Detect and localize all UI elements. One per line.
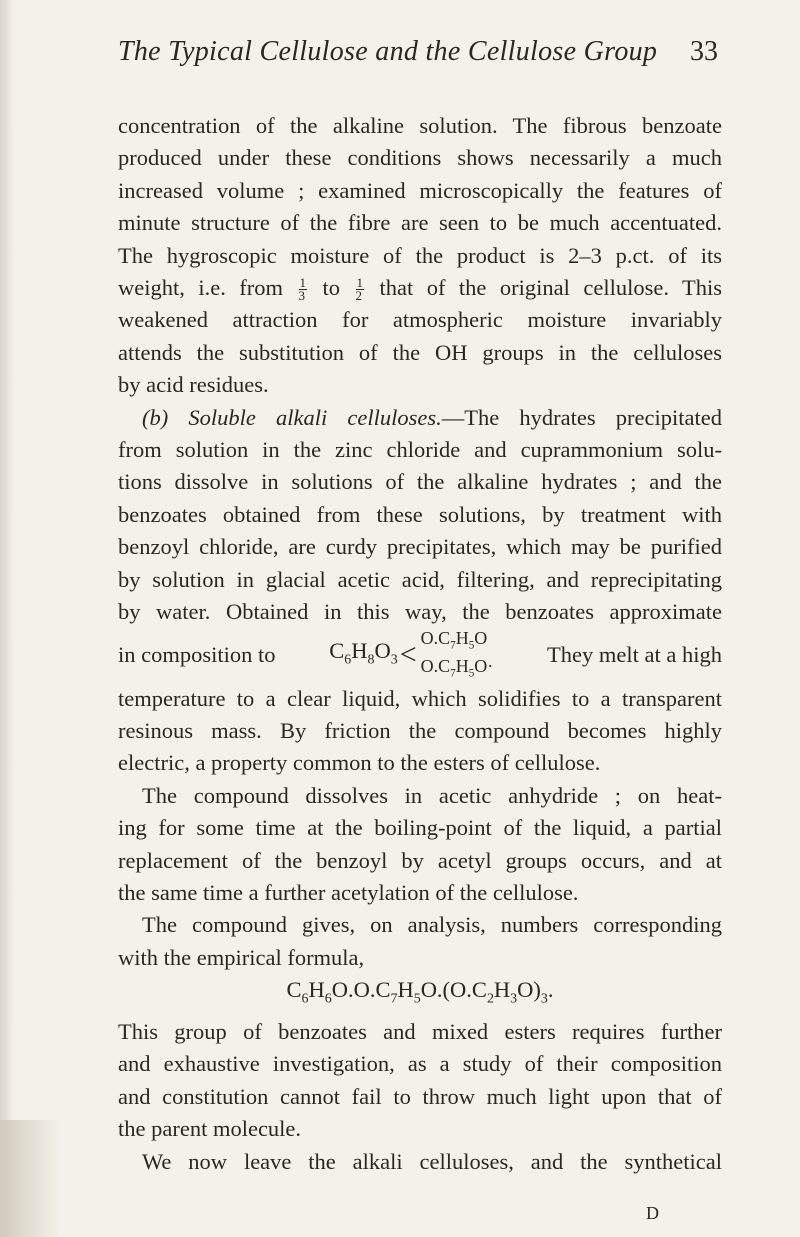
text-line: benzoyl chloride, are curdy precipitates, which may be purified [118, 534, 722, 560]
text-line: the parent molecule. [118, 1116, 302, 1142]
text-line: by solution in glacial acetic acid, filtering, and reprecipitating [118, 566, 722, 592]
section-label: (b) [142, 404, 169, 430]
text-fragment: that of the original cellulose. This [379, 275, 723, 301]
text-line: ing for some time at the boiling-point of the liquid, a partial [118, 815, 722, 841]
text-line: replacement of the benzoyl by acetyl groups occurs, and at [118, 847, 722, 873]
text-fragment: to [322, 275, 341, 301]
section-heading-line [118, 402, 722, 434]
text-line: benzoates obtained from these solutions, by treatment with [118, 501, 722, 527]
text-line: produced under these conditions shows necessarily a much [118, 145, 722, 171]
formula-brace: < [399, 638, 417, 672]
text-line: weakened attraction for atmospheric moisture invariably [118, 307, 722, 333]
page-shadow-edge [0, 0, 14, 1237]
text-line: attends the substitution of the OH groups in the celluloses [118, 339, 722, 365]
page-shadow-corner [0, 1120, 60, 1237]
text-line-fractions [118, 272, 722, 304]
running-title: The Typical Cellulose and the Cellulose Group [118, 36, 658, 67]
benzoate-formula [329, 628, 493, 683]
text-fragment: weight, i.e. from [118, 275, 284, 301]
text-line: temperature to a clear liquid, which solidifies to a transparent [118, 685, 722, 711]
text-line: by acid residues. [118, 372, 269, 398]
text-line: resinous mass. By friction the compound becomes highly [118, 717, 722, 743]
text-fragment: in composition to [118, 642, 276, 668]
text-line: and exhaustive investigation, as a study of their composition [118, 1051, 722, 1077]
page-number: 33 [690, 36, 718, 67]
text-line: and constitution cannot fail to throw much light upon that of [118, 1083, 722, 1109]
running-header [118, 36, 718, 76]
text-fragment: They melt at a high [547, 642, 722, 668]
signature-mark: D [646, 1203, 659, 1223]
empirical-formula: $C_6H_6O.O.C_7H_5O.(O.C_2H_3O)_3$. [286, 977, 554, 1007]
text-line: the same time a further acetylation of the cellulose. [118, 879, 579, 905]
formula-base: $C_6H_8O_3$ [329, 637, 398, 668]
text-line: The hygroscopic moisture of the product is 2–3 p.ct. of its [118, 242, 722, 268]
formula-branch-bottom: $O.C_7H_5O\cdot$ [420, 655, 494, 680]
text-line: concentration of the alkaline solution. The fibrous benzoate [118, 113, 722, 138]
text-line: from solution in the zinc chloride and cuprammonium solu- [118, 437, 722, 463]
body-text [118, 110, 722, 1178]
text-line: electric, a property common to the esters of cellulose. [118, 750, 601, 776]
text-line: increased volume ; examined microscopically the features of [118, 177, 722, 203]
text-line: This group of benzoates and mixed esters requires further [118, 1019, 722, 1045]
formula-line [118, 629, 722, 683]
text-line: The compound dissolves in acetic anhydride ; on heat- [142, 782, 722, 808]
formula-branch-top: $O.C_7H_5O$ [420, 627, 488, 652]
text-line: tions dissolve in solutions of the alkaline hydrates ; and the [118, 469, 722, 495]
section-heading: Soluble alkali celluloses. [188, 404, 442, 430]
text-line: with the empirical formula, [118, 944, 365, 970]
formula-branches [421, 628, 494, 683]
text-line: The compound gives, on analysis, numbers corresponding [142, 912, 722, 938]
text-line: We now leave the alkali celluloses, and the synthetical [142, 1148, 722, 1174]
text-line: by water. Obtained in this way, the benzoates approximate [118, 599, 722, 625]
text-fragment: —The hydrates precipitated [441, 404, 722, 430]
fraction-one-half: $\frac{1}{2}$ [355, 275, 364, 304]
text-line: minute structure of the fibre are seen to be much accentuated. [118, 210, 722, 236]
fraction-one-third: $\frac{1}{3}$ [298, 275, 307, 304]
